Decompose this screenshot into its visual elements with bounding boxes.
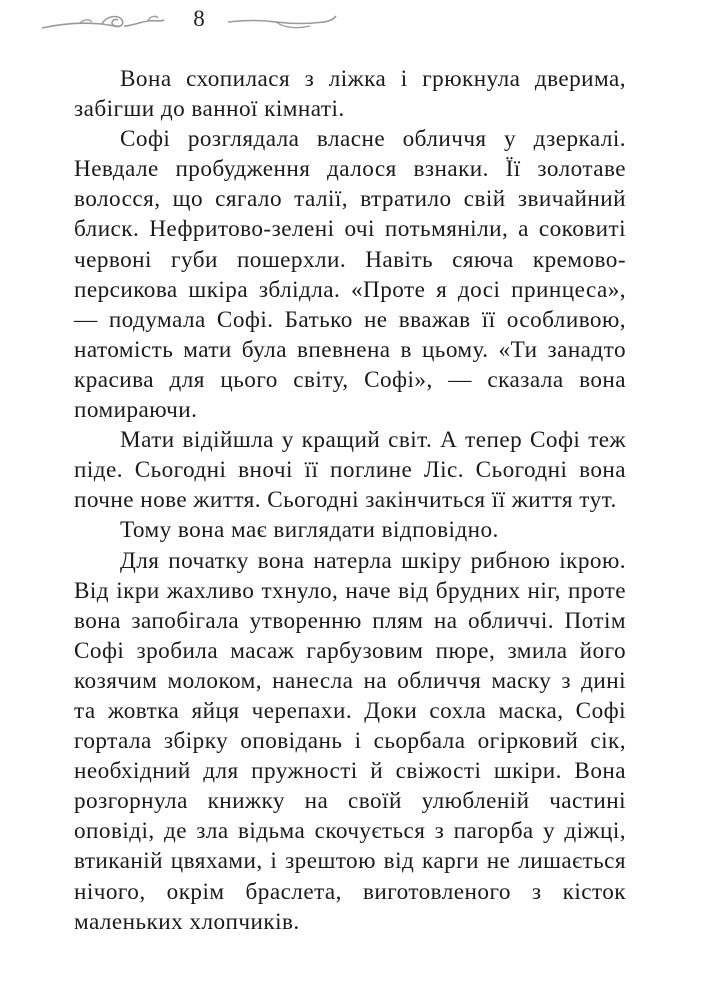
- page-number: 8: [193, 6, 205, 31]
- paragraph-3: Мати відійшла у кращий світ. А тепер Софі теж піде. Сьогодні вночі її поглине Ліс. Сьогодні вона почне нове життя. Сьогодні закінчиться її життя тут.: [74, 427, 626, 514]
- paragraph-1: Вона схопилася з ліжка і грюкнула дверима, забігши до ванної кімнаті.: [74, 66, 626, 123]
- paragraph-2: Софі розглядала власне обличчя у дзеркалі. Невдале пробудження далося взнаки. Її золотаве волосся, що сягало талії, втратило свій звичайний блиск. Нефритово-зелені очі потьмяніли, а соковиті червоні губи пошерхли. Навіть сяюча кремово-персикова шкіра зблідла. «Проте я досі принцеса», — подумала Софі. Батько не вважав її особливою, натомість мати була впевнена в цьому. «Ти занадто красива для цього світу, Софі», — сказала вона помираючи.: [74, 126, 626, 424]
- paragraph-5: Для початку вона натерла шкіру рибною ікрою. Від ікри жахливо тхнуло, наче від брудних ніг, проте вона запобігала утворенню плям на обличчі. Потім Софі зробила масаж гарбузовим пюре, змила його козячим молоком, нанесла на обличчя маску з дині та жовтка яйця черепахи. Доки сохла маска, Софі гортала збірку оповідань і сьорбала огірковий сік, необхідний для пружності й свіжості шкіри. Вона розгорнула книжку на своїй улюбленій частині оповіді, де зла відьма скочується з пагорба у діжці, втиканій цвяхами, і зрештою від карги не лишається нічого, окрім браслета, виготовленого з кісток маленьких хлопчиків.: [74, 547, 626, 935]
- page-header: [0, 0, 720, 44]
- paragraph-4: Тому вона має виглядати відповідно.: [120, 517, 499, 544]
- book-page-text: [74, 64, 626, 937]
- right-flourish-ornament: [224, 10, 340, 38]
- left-flourish-ornament: [40, 10, 170, 38]
